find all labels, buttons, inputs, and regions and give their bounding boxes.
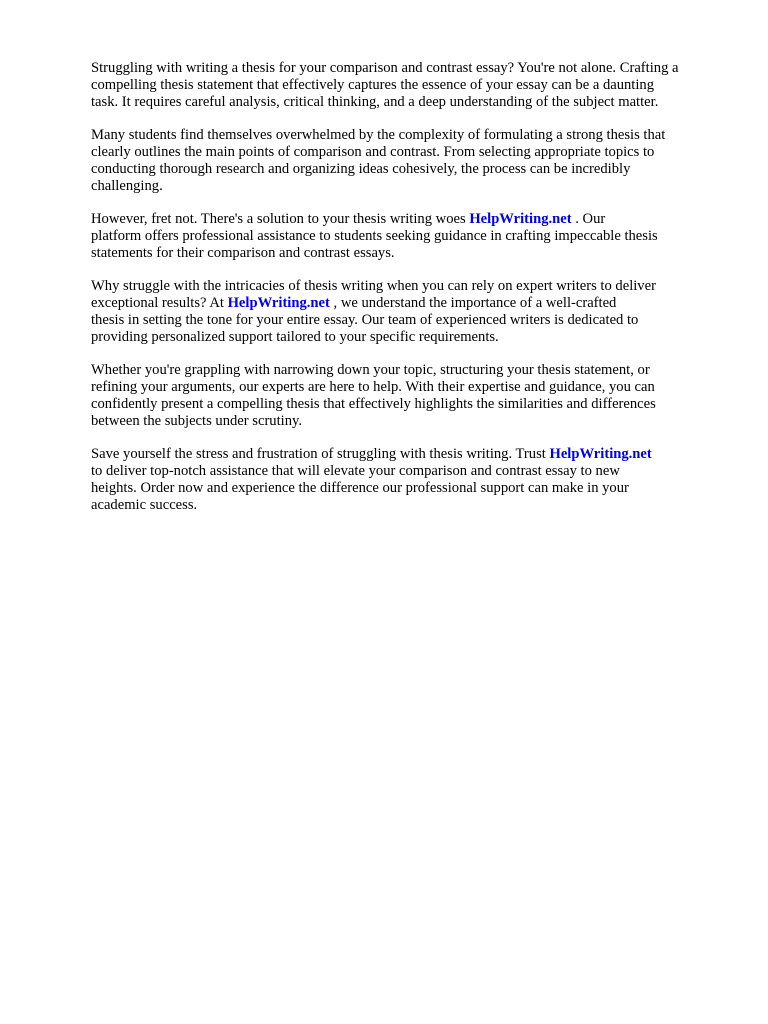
paragraph-text: , we understand the importance of a well-crafted thesis in setting the tone for your entire essay. Our team of experienced writers is dedicated to providing personalized support tailored to your specific requirements.: [91, 295, 639, 345]
paragraph-text: However, fret not. There's a solution to your thesis writing woes: [91, 211, 470, 227]
paragraph-text: Many students find themselves overwhelmed by the complexity of formulating a strong thesis that clearly outlines the main points of comparison and contrast. From selecting appropriate topics to conducting thorough research and organizing ideas cohesively, the process can be incredibly challenging.: [91, 127, 666, 194]
paragraph-text: Why struggle with the intricacies of thesis writing when you can rely on expert writers to deliver exceptional results? At: [91, 278, 656, 311]
paragraph-challenges: [91, 127, 726, 195]
paragraph-intro: [91, 60, 726, 111]
document-page: [91, 60, 726, 514]
helpwriting-link[interactable]: HelpWriting.net: [227, 295, 330, 311]
paragraph-text: Whether you're grappling with narrowing down your topic, structuring your thesis statement, or refining your arguments, our experts are here to help. With their expertise and guidance, you can confidently present a compelling thesis that effectively highlights the similarities and differences between the subjects under scrutiny.: [91, 362, 656, 429]
paragraph-text: Struggling with writing a thesis for your comparison and contrast essay? You're not alone. Crafting a compelling thesis statement that effectively captures the essence of your essay can be a daunting task. It requires careful analysis, critical thinking, and a deep understanding of the subject matter.: [91, 60, 679, 110]
paragraph-text: Save yourself the stress and frustration of struggling with thesis writing. Trust: [91, 446, 550, 462]
helpwriting-link[interactable]: HelpWriting.net: [469, 211, 572, 227]
helpwriting-link[interactable]: HelpWriting.net: [549, 446, 652, 462]
paragraph-text: to deliver top-notch assistance that will elevate your comparison and contrast essay to new heights. Order now and experience the difference our professional support can make in your academic success.: [91, 463, 629, 513]
paragraph-closing: [91, 446, 726, 514]
paragraph-solution: [91, 211, 726, 262]
paragraph-experts: [91, 278, 726, 346]
paragraph-guidance: [91, 362, 726, 430]
paragraph-text: . Our platform offers professional assistance to students seeking guidance in crafting impeccable thesis statements for their comparison and contrast essays.: [91, 211, 658, 261]
